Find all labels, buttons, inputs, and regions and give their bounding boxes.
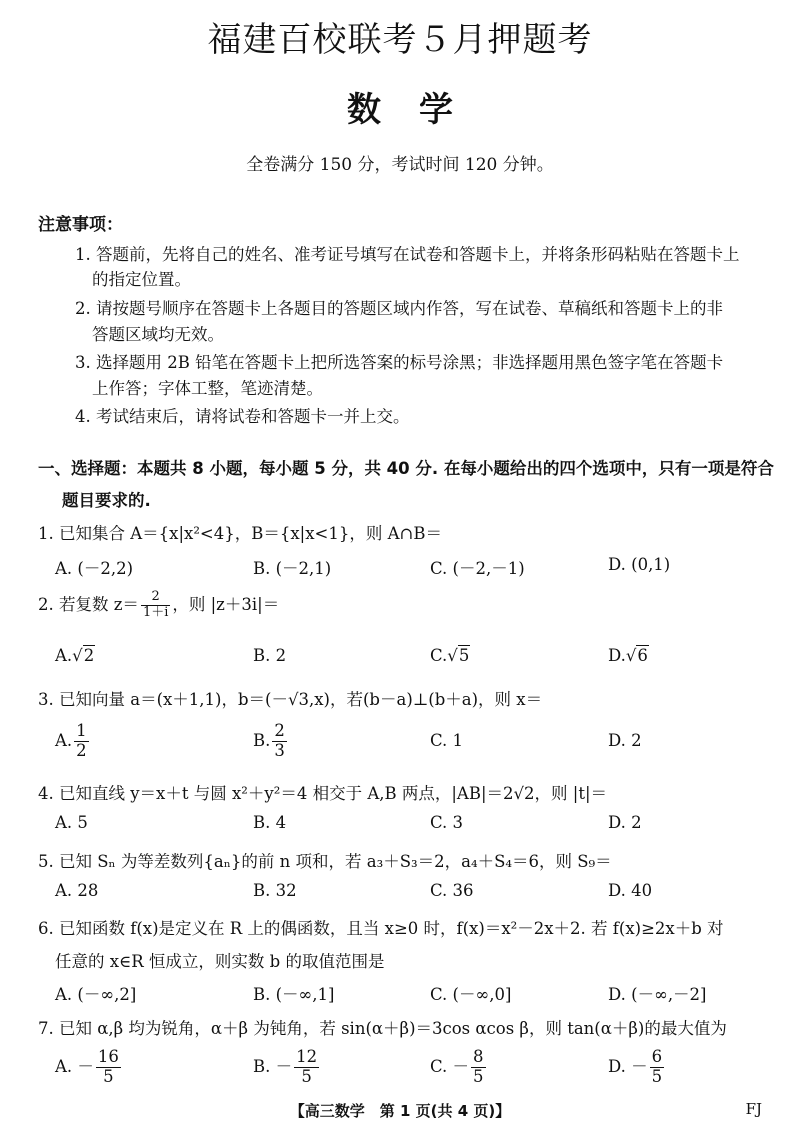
- notice-line: 的指定位置。: [92, 270, 191, 289]
- score-time-info: 全卷满分 150 分，考试时间 120 分钟。: [246, 155, 554, 175]
- q4-option-d: D. 2: [608, 813, 642, 832]
- question-4-stem: 4. 已知直线 y＝x＋t 与圆 x²＋y²＝4 相交于 A,B 两点，|AB|＝2√2，则 |t|＝: [38, 784, 608, 803]
- q6-option-c: C. (－∞,0]: [430, 985, 512, 1004]
- q2-stem-pre: 2. 若复数 z＝: [38, 594, 139, 614]
- notice-heading: 注意事项：: [38, 215, 123, 235]
- q6-option-b: B. (－∞,1]: [253, 985, 335, 1004]
- q7-d-denominator: 5: [651, 1066, 663, 1086]
- question-2-stem: [38, 590, 279, 621]
- q3-option-b: [253, 722, 289, 761]
- q3-option-a-label: A.: [55, 730, 73, 750]
- q7-c-numerator: 8: [473, 1047, 484, 1066]
- q2-denominator: 1＋i: [142, 604, 169, 620]
- q7-option-a-label: A. －: [55, 1056, 94, 1076]
- page-footer: 【高三数学 第 1 页(共 4 页)】: [289, 1102, 511, 1120]
- q3-option-a-fraction: [74, 722, 89, 761]
- q7-d-numerator: 6: [651, 1047, 663, 1066]
- notice-line: 3. 选择题用 2B 铅笔在答题卡上把所选答案的标号涂黑；非选择题用黑色签字笔在答题卡: [75, 353, 724, 372]
- footer-code: FJ: [745, 1100, 762, 1118]
- q3-b-numerator: 2: [274, 721, 285, 740]
- q2-option-d-label: D.: [608, 646, 626, 665]
- q7-option-b-label: B. －: [253, 1056, 293, 1076]
- q7-option-c: [430, 1048, 488, 1087]
- q5-option-b: B. 32: [253, 881, 297, 900]
- q4-option-c: C. 3: [430, 813, 464, 832]
- q2-option-b: B. 2: [253, 646, 287, 665]
- q5-option-d: D. 40: [608, 881, 653, 900]
- q5-option-a: A. 28: [55, 881, 99, 900]
- q7-option-d-fraction: [650, 1048, 665, 1087]
- notice-line: 4. 考试结束后，请将试卷和答题卡一并上交。: [75, 407, 410, 426]
- q2-option-a-value: 2: [83, 646, 95, 665]
- notice-line: 1. 答题前，先将自己的姓名、准考证号填写在试卷和答题卡上，并将条形码粘贴在答题卡上: [75, 245, 740, 264]
- question-7-stem: 7. 已知 α,β 均为锐角，α＋β 为钝角，若 sin(α＋β)＝3cos αcos β，则 tan(α＋β)的最大值为: [38, 1019, 727, 1038]
- q2-option-d: D.√6: [608, 646, 648, 665]
- q7-option-c-label: C. －: [430, 1056, 470, 1076]
- q1-option-a: A. (－2,2): [55, 559, 134, 578]
- exam-title: 福建百校联考５月押题考: [207, 20, 593, 60]
- question-3-stem: 3. 已知向量 a＝(x＋1,1)，b＝(－√3,x)，若(b－a)⊥(b＋a)，则 x＝: [38, 690, 543, 709]
- q7-option-a: [55, 1048, 123, 1087]
- q2-option-a-label: A.: [55, 646, 73, 665]
- q2-option-c: C.√5: [430, 646, 470, 665]
- q2-option-c-label: C.: [430, 646, 448, 665]
- q7-b-numerator: 12: [296, 1047, 318, 1066]
- question-1-stem: 1. 已知集合 A＝{x|x²<4}，B＝{x|x<1}，则 A∩B＝: [38, 524, 442, 543]
- q2-numerator: 2: [141, 590, 170, 606]
- q1-option-b: B. (－2,1): [253, 559, 332, 578]
- q7-option-b-fraction: [294, 1048, 319, 1087]
- q7-c-denominator: 5: [473, 1066, 484, 1086]
- subject-title: 数学: [347, 90, 491, 130]
- section-heading-line2: 题目要求的.: [62, 491, 151, 510]
- q3-b-denominator: 3: [274, 740, 285, 760]
- q7-option-d-label: D. －: [608, 1056, 648, 1076]
- q7-option-d: [608, 1048, 666, 1087]
- q4-option-a: A. 5: [55, 813, 88, 832]
- notice-line: 答题区域均无效。: [92, 325, 224, 344]
- q3-option-b-label: B.: [253, 730, 271, 750]
- q1-option-c: C. (－2,－1): [430, 559, 525, 578]
- q5-option-c: C. 36: [430, 881, 474, 900]
- q2-stem-post: ，则 |z＋3i|＝: [172, 594, 280, 614]
- q3-option-d: D. 2: [608, 731, 642, 750]
- q2-option-d-value: 6: [637, 646, 648, 665]
- notice-line: 2. 请按题号顺序在答题卡上各题目的答题区域内作答，写在试卷、草稿纸和答题卡上的非: [75, 299, 723, 318]
- q7-a-denominator: 5: [103, 1066, 114, 1086]
- q3-a-numerator: 1: [76, 721, 87, 740]
- q6-option-a: A. (－∞,2]: [55, 985, 137, 1004]
- question-6-stem-line2: 任意的 x∈R 恒成立，则实数 b 的取值范围是: [55, 952, 385, 971]
- q2-fraction: [141, 590, 170, 621]
- q7-a-numerator: 16: [97, 1047, 119, 1066]
- q7-b-denominator: 5: [301, 1066, 312, 1086]
- q6-option-d: D. (－∞,－2]: [608, 985, 707, 1004]
- q3-option-b-fraction: [272, 722, 287, 761]
- q3-a-denominator: 2: [76, 740, 87, 760]
- q3-option-c: C. 1: [430, 731, 464, 750]
- question-6-stem-line1: 6. 已知函数 f(x)是定义在 R 上的偶函数，且当 x≥0 时，f(x)＝x²－2x＋2. 若 f(x)≥2x＋b 对: [38, 919, 724, 938]
- q7-option-c-fraction: [471, 1048, 486, 1087]
- q4-option-b: B. 4: [253, 813, 287, 832]
- q7-option-b: [253, 1048, 321, 1087]
- section-heading-line1: 一、选择题：本题共 8 小题，每小题 5 分，共 40 分. 在每小题给出的四个选项中，只有一项是符合: [38, 459, 774, 478]
- notice-line: 上作答；字体工整，笔迹清楚。: [92, 379, 323, 398]
- q2-option-a: A.√2: [55, 646, 95, 665]
- q1-option-d: D. (0,1): [608, 555, 671, 574]
- q2-option-c-value: 5: [458, 646, 470, 665]
- question-5-stem: 5. 已知 Sₙ 为等差数列{aₙ}的前 n 项和，若 a₃＋S₃＝2，a₄＋S₄＝6，则 S₉＝: [38, 852, 612, 871]
- q3-option-a: [55, 722, 91, 761]
- q7-option-a-fraction: [96, 1048, 121, 1087]
